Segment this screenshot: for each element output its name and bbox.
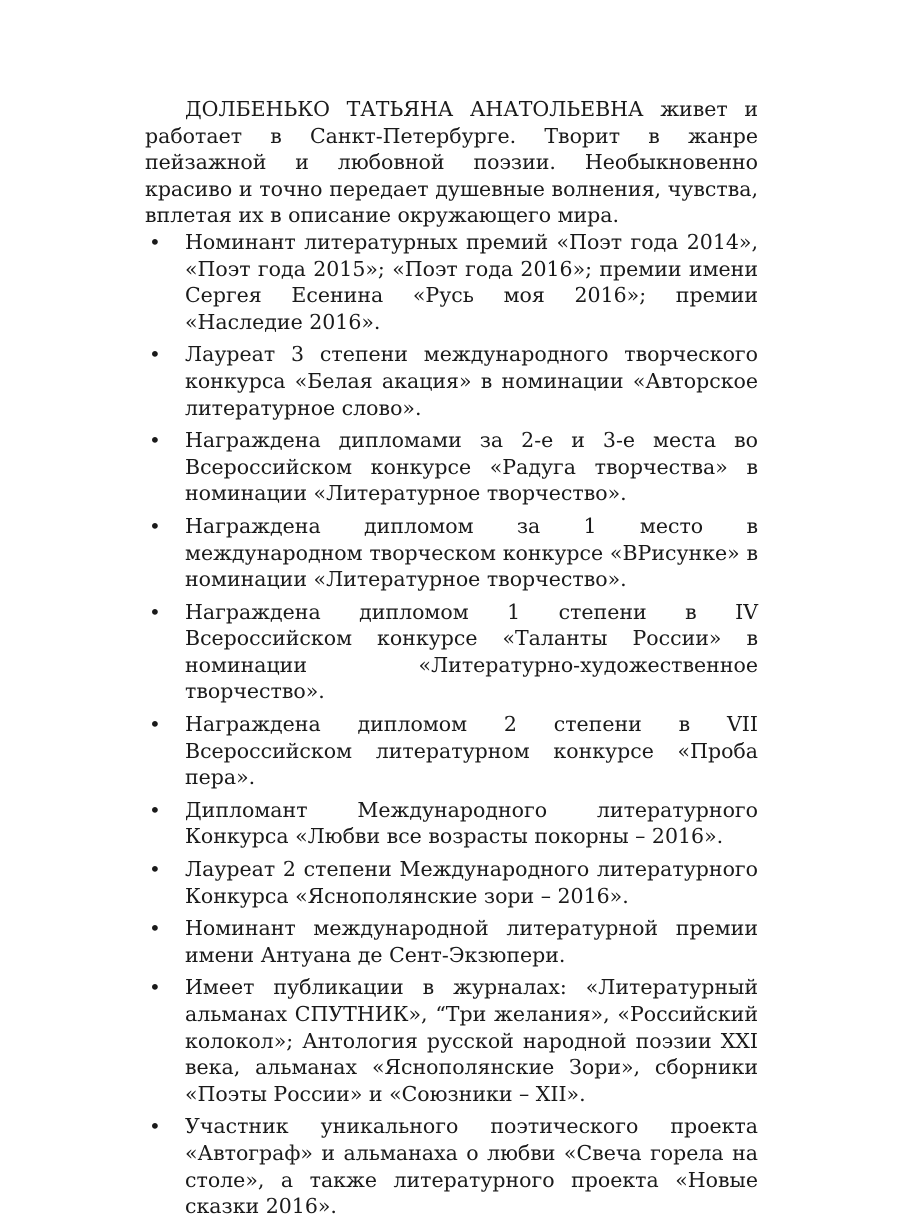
author-bio-paragraph: ДОЛБЕНЬКО ТАТЬЯНА АНАТОЛЬЕВНА живет и работает в Санкт-Петербурге. Творит в жанре пейзажной и любовной поэзии. Необыкновенно красиво и точно передает душевные волнения, чувства, вплетая их в описание окружающего мира. [145,97,758,228]
list-item [145,599,758,705]
bullet-icon: • [149,428,161,453]
list-item [145,229,758,335]
list-item-text: Награждена дипломом за 1 место в международном творческом конкурсе «ВРисунке» в номинации «Литературное творчество». [185,513,758,592]
awards-list [145,229,758,1220]
list-item-text: Лауреат 2 степени Международного литературного Конкурса «Яснополянские зори – 2016». [185,857,758,908]
bullet-icon: • [149,342,161,367]
list-item-text: Награждена дипломом 1 степени в IV Всероссийском конкурсе «Таланты России» в номинации «Литературно-художественное творчество». [185,599,758,704]
list-item [145,341,758,421]
list-item-text: Дипломант Международного литературного Конкурса «Любви все возрасты покорны – 2016». [185,797,758,849]
list-item-text: Награждена дипломом 2 степени в VII Всероссийском литературном конкурсе «Проба пера». [185,712,758,790]
list-item-text: Имеет публикации в журналах: «Литературный альманах СПУТНИК», “Три желания», «Российский колокол»; Антология русской народной поэзии XXI века, альманах «Яснополянские Зори», сборники «Поэты России» и «Союзники – XII». [185,975,758,1106]
list-item [145,1113,758,1219]
bullet-icon: • [149,797,161,822]
list-item [145,856,758,909]
bullet-icon: • [149,599,161,624]
bullet-icon: • [149,229,161,254]
bullet-icon: • [149,712,161,737]
list-item [145,915,758,968]
list-item-text: Награждена дипломами за 2-е и 3-е места во Всероссийском конкурсе «Радуга творчества» в номинации «Литературное творчество». [185,428,758,506]
bullet-icon: • [149,857,161,882]
list-item [145,513,758,593]
list-item-text: Номинант международной литературной премии имени Антуана де Сент-Экзюпери. [185,916,758,967]
list-item-text: Участник уникального поэтического проекта «Автограф» и альманаха о любви «Свеча горела на столе», а также литературного проекта «Новые сказки 2016». [185,1114,758,1219]
bullet-icon: • [149,975,161,1000]
list-item [145,797,758,850]
bullet-icon: • [149,916,161,941]
bullet-icon: • [149,1114,161,1139]
list-item-text: Номинант литературных премий «Поэт года 2014», «Поэт года 2015»; «Поэт года 2016»; премии имени Сергея Есенина «Русь моя 2016»; премии «Наследие 2016». [185,229,758,334]
document-page [145,96,758,1226]
list-item [145,974,758,1107]
bullet-icon: • [149,513,161,538]
list-item [145,711,758,791]
list-item [145,427,758,507]
list-item-text: Лауреат 3 степени международного творческого конкурса «Белая акация» в номинации «Авторское литературное слово». [185,342,758,420]
